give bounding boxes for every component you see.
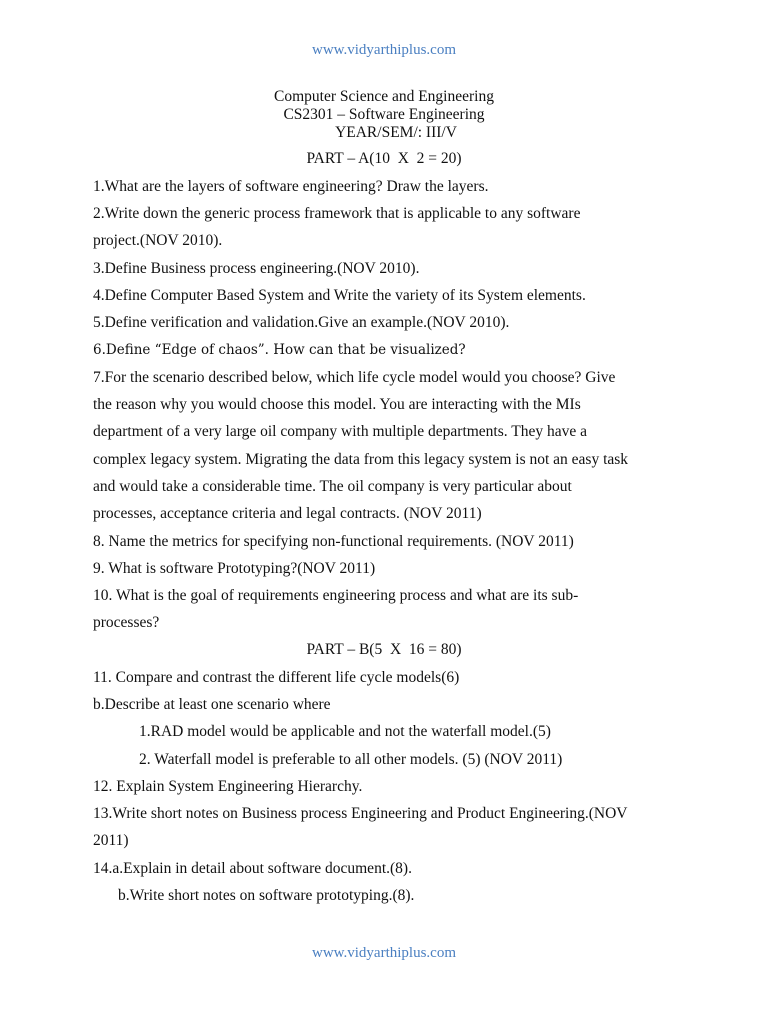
part-a-line: 10. What is the goal of requirements engineering process and what are its sub- (93, 587, 579, 604)
part-a-line: 2.Write down the generic process framework that is applicable to any software (93, 205, 581, 222)
part-a-line: 9. What is software Prototyping?(NOV 2011) (93, 560, 376, 577)
part-a-line: 4.Define Computer Based System and Write the variety of its System elements. (93, 287, 586, 304)
course-title: CS2301 – Software Engineering (283, 106, 485, 123)
part-a-heading: PART – A(10 X 2 = 20) (306, 150, 462, 167)
part-a-line: 7.For the scenario described below, which life cycle model would you choose? Give (93, 369, 616, 386)
part-b-line: 11. Compare and contrast the different life cycle models(6) (93, 669, 460, 686)
part-a-line: 5.Define verification and validation.Give an example.(NOV 2010). (93, 314, 510, 331)
site-url-header-link[interactable]: www.vidyarthiplus.com (311, 42, 456, 58)
part-a-line: 1.What are the layers of software engineering? Draw the layers. (93, 178, 489, 195)
part-a-line: project.(NOV 2010). (93, 232, 223, 249)
part-a-line: 3.Define Business process engineering.(NOV 2010). (93, 260, 420, 277)
part-a-line: 6.Define “Edge of chaos”. How can that be visualized? (93, 342, 466, 358)
department-title: Computer Science and Engineering (274, 88, 494, 105)
part-b-line: 14.a.Explain in detail about software document.(8). (93, 860, 412, 877)
part-a-line: processes? (93, 614, 160, 631)
part-b-line: b.Describe at least one scenario where (93, 696, 331, 713)
part-b-line: 12. Explain System Engineering Hierarchy. (93, 778, 363, 795)
site-url-footer-link[interactable]: www.vidyarthiplus.com (311, 945, 456, 961)
document-header (0, 88, 768, 142)
part-b-line: 2011) (93, 832, 129, 849)
part-a-line: the reason why you would choose this model. You are interacting with the MIs (93, 396, 581, 413)
part-a-line: complex legacy system. Migrating the data from this legacy system is not an easy task (93, 451, 629, 468)
part-b-line: b.Write short notes on software prototyping.(8). (118, 887, 415, 904)
part-a-line: processes, acceptance criteria and legal contracts. (NOV 2011) (93, 505, 482, 522)
part-a-line: and would take a considerable time. The oil company is very particular about (93, 478, 572, 495)
part-a-line: department of a very large oil company with multiple departments. They have a (93, 423, 587, 440)
year-semester: YEAR/SEM/: III/V (335, 124, 457, 141)
part-b-line: 2. Waterfall model is preferable to all other models. (5) (NOV 2011) (139, 751, 563, 768)
part-b-line: 13.Write short notes on Business process Engineering and Product Engineering.(NOV (93, 805, 628, 822)
part-a-line: 8. Name the metrics for specifying non-functional requirements. (NOV 2011) (93, 533, 574, 550)
part-b-heading: PART – B(5 X 16 = 80) (306, 641, 462, 658)
part-b-line: 1.RAD model would be applicable and not the waterfall model.(5) (139, 723, 551, 740)
